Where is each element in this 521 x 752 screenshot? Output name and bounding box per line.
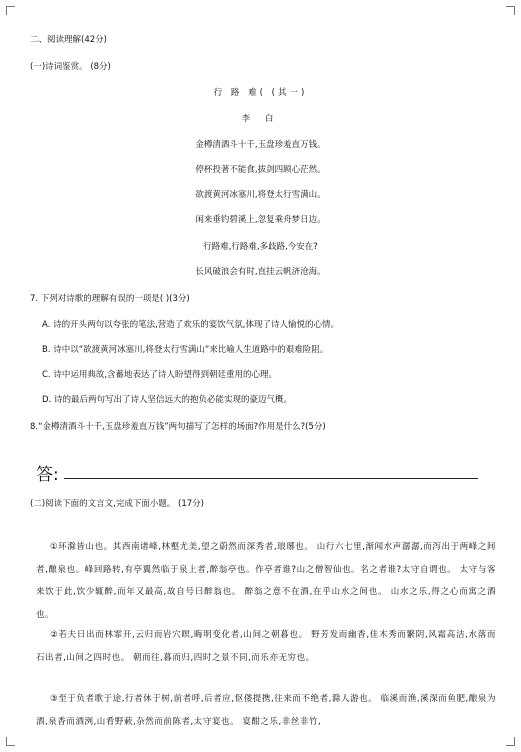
prose-paragraph-1 — [36, 536, 496, 626]
question-7-option-b: B. 诗中以“欲渡黄河冰塞川,将登太行雪满山”来比喻人生道路中的艰难险阻。 — [42, 345, 329, 355]
prose-paragraph-3-text: ③至于负者歌于途,行者休于树,前者呼,后者应,伛偻提携,往来而不绝者,滁人游也。 临溪而渔,溪深而鱼肥,酿泉为酒,泉香而酒洌,山肴野蔌,杂然而前陈者,太守宴也。 宴酣之乐,非丝非竹, — [36, 694, 496, 727]
answer-line[interactable] — [64, 478, 478, 479]
prose-paragraph-1-text: ①环滁皆山也。其西南诸峰,林壑尤美,望之蔚然而深秀者,琅琊也。 山行六七里,渐闻水声潺潺,而泻出于两峰之间者,酿泉也。峰回路转,有亭翼然临于泉上者,醉翁亭也。作亭者谁?山之僧智仙也。名之者谁?太守自谓也。 太守与客来饮于此,饮少辄醉,而年又最高,故自号曰醉翁也。 醉翁之意不在酒,在乎山水之间也。 山水之乐,得之心而寓之酒也。 — [36, 542, 496, 620]
prose-paragraph-3 — [36, 688, 496, 733]
question-7-option-d: D. 诗的最后两句写出了诗人坚信远大的抱负必能实现的豪迈气概。 — [42, 395, 292, 405]
prose-paragraph-2 — [36, 624, 496, 669]
poem-title: 行 路 难( (其一) — [213, 88, 308, 98]
question-7-stem: 7. 下列对诗歌的理解有误的一项是( )(3分) — [30, 294, 190, 304]
poem-line: 停杯投著不能食,拔剑四顾心茫然。 — [195, 165, 326, 175]
crop-mark-bottom-right — [506, 737, 515, 746]
crop-mark-top-left — [6, 6, 15, 15]
section-title: 二、阅读理解(42分) — [30, 35, 107, 45]
poem-line: 行路难,行路难,多歧路,今安在? — [203, 242, 318, 252]
question-8-stem: 8.“金樽清酒斗十千,玉盘珍羞直万钱”两句描写了怎样的场面?作用是什么?(5分) — [30, 422, 326, 432]
question-7-option-c: C. 诗中运用典故,含蓄地表达了诗人盼望得到朝廷重用的心理。 — [42, 370, 278, 380]
answer-label: 答: — [36, 465, 59, 485]
part1-title: (一)诗词鉴赏。 (8分) — [30, 62, 111, 72]
poem-line: 长风破浪会有时,直挂云帆济沧海。 — [195, 267, 326, 277]
question-7-option-a: A. 诗的开头两句以夸张的笔法,营造了欢乐的宴饮气氛,体现了诗人愉悦的心情。 — [42, 320, 339, 330]
poem-line: 欲渡黄河冰塞川,将登太行雪满山。 — [195, 190, 326, 200]
poem-line: 金樽清酒斗十千,玉盘珍羞直万钱。 — [195, 140, 326, 150]
crop-mark-bottom-left — [6, 737, 15, 746]
prose-paragraph-2-text: ②若夫日出而林霏开,云归而岩穴暝,晦明变化者,山间之朝暮也。 野芳发而幽香,佳木秀而繁阴,风霜高洁,水落而石出者,山间之四时也。 朝而往,暮而归,四时之景不同,而乐亦无穷也。 — [36, 630, 496, 663]
poem-line: 闲来垂钓碧溪上,忽复乘舟梦日边。 — [195, 215, 326, 225]
crop-mark-top-right — [506, 6, 515, 15]
part2-title: (二)阅读下面的文言文,完成下面小题。 (17分) — [30, 499, 204, 509]
poem-author: 李 白 — [241, 114, 280, 124]
